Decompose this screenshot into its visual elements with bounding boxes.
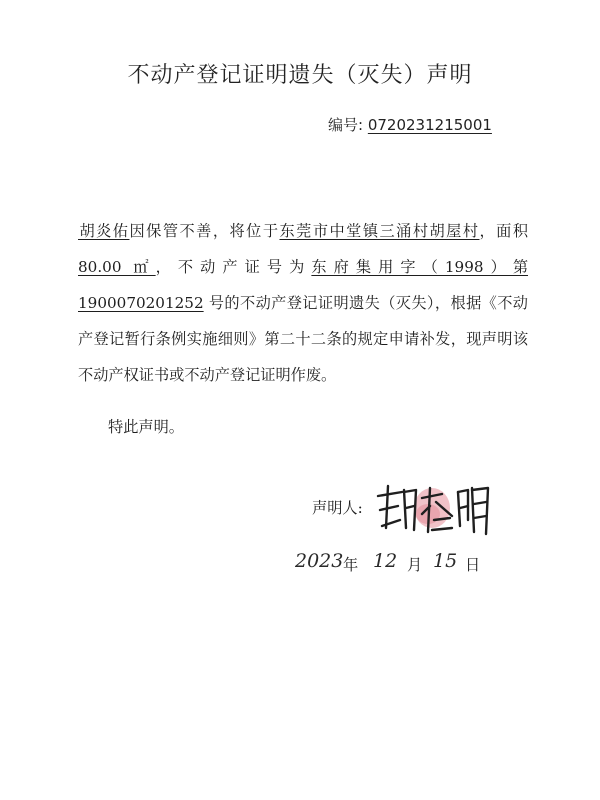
owner-name: 胡炎佑 — [78, 222, 130, 240]
body-text-3: ，不动产证号为 — [155, 258, 312, 276]
declaration-date — [295, 548, 495, 584]
body-text-1: 因保管不善，将位于 — [129, 222, 280, 240]
date-year: 2023 — [295, 550, 344, 572]
document-title: 不动产登记证明遗失（灭失）声明 — [127, 63, 473, 88]
signature-with-stamp — [372, 480, 492, 540]
serial-number: 0720231215001 — [367, 116, 492, 134]
date-month: 12 — [373, 550, 398, 572]
date-year-label: 年 — [343, 556, 359, 574]
declarant-label: 声明人: — [312, 499, 363, 517]
body-text-2: ，面积 — [479, 222, 529, 240]
serial-line — [328, 114, 492, 135]
property-location: 东莞市中堂镇三涌村胡屋村 — [279, 222, 480, 240]
date-day: 15 — [433, 550, 458, 572]
date-month-label: 月 — [407, 556, 423, 574]
declaration-paragraph — [78, 213, 528, 393]
body-text-4: 号的不动产登记证明遗失（灭失），根据《不动产登记暂行条例实施细则》第二十二条的规定申请补发，现声明该不动产权证书或不动产登记证明作废。 — [78, 294, 528, 384]
certificate-number: 东府集用字（1998）第 1900070201252 — [78, 258, 529, 312]
closing-statement: 特此声明。 — [108, 418, 184, 436]
serial-label: 编号: — [328, 116, 364, 134]
property-area: 80.00 ㎡ — [78, 258, 156, 276]
date-day-label: 日 — [465, 556, 481, 574]
declaration-body — [78, 213, 528, 393]
